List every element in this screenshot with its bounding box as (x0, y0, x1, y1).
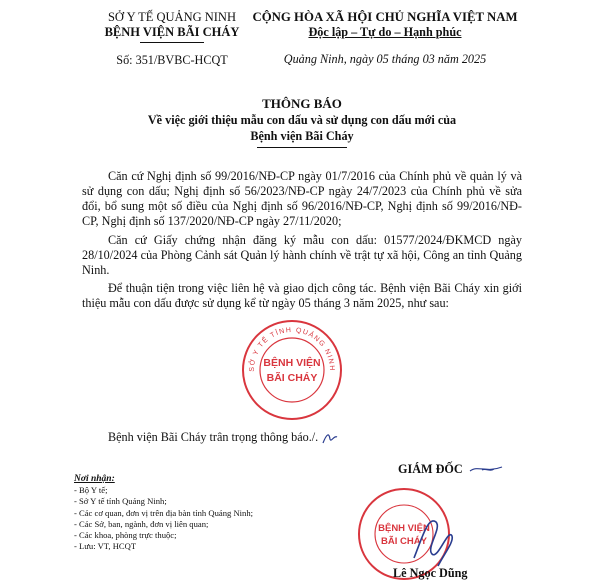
document-number: Số: 351/BVBC-HCQT (116, 53, 228, 67)
ministry-name: SỞ Y TẾ QUẢNG NINH (107, 10, 236, 24)
paragraph-introduction: Để thuận tiện trong việc liên hệ và giao dịch công tác. Bệnh viện Bãi Cháy xin giới thiệu mẫu con dấu được sử dụng kể từ ngày 05 tháng 3 năm 2025, như sau: (82, 281, 522, 310)
director-seal-line-2: BÃI CHÁY (381, 536, 427, 547)
header-left (72, 10, 272, 68)
recipient-item: - Các khoa, phòng trực thuộc; (74, 530, 177, 541)
header-right (244, 10, 526, 67)
country-name: CỘNG HÒA XÃ HỘI CHỦ NGHĨA VIỆT NAM (252, 10, 518, 24)
title-block (62, 96, 542, 148)
place-date: Quảng Ninh, ngày 05 tháng 03 năm 2025 (283, 52, 487, 66)
seal-line-1: BỆNH VIỆN (263, 357, 321, 369)
recipients-block (74, 474, 324, 552)
paragraph-legal-basis-1: Căn cứ Nghị định số 99/2016/NĐ-CP ngày 01/7/2016 của Chính phủ về quản lý và sử dụng con dấu; Nghị định số 56/2023/NĐ-CP ngày 24/7/2023 của Chính phủ về sửa đổi, bổ sung một số điều của Nghị định số 96/2016/NĐ-CP, Nghị định số 99/2016/NĐ-CP, Nghị định số 137/2020/NĐ-CP ngày 27/11/2020; (82, 169, 522, 228)
closing-text: Bệnh viện Bãi Cháy trân trọng thông báo./. (108, 430, 319, 444)
document-title: THÔNG BÁO (262, 96, 342, 111)
document-subject-line-2: Bệnh viện Bãi Cháy (250, 129, 354, 143)
director-seal-line-1: BỆNH VIỆN (378, 523, 430, 534)
header-left-rule (140, 42, 204, 43)
recipient-item: - Các Sở, ban, ngành, đơn vị liên quan; (74, 518, 209, 529)
hospital-name: BỆNH VIỆN BÃI CHÁY (104, 25, 240, 39)
recipient-item: - Bộ Y tế; (74, 485, 108, 496)
title-rule (257, 147, 347, 148)
position-initial-signature (468, 461, 504, 475)
document-subject-line-1: Về việc giới thiệu mẫu con dấu và sử dụng con dấu mới của (147, 113, 457, 127)
national-motto: Độc lập – Tự do – Hạnh phúc (308, 25, 462, 39)
signature-position: GIÁM ĐỐC (398, 462, 463, 476)
seal-line-2: BÃI CHÁY (266, 372, 318, 384)
recipient-item: - Sở Y tế tỉnh Quảng Ninh; (74, 496, 167, 507)
recipient-item: - Lưu: VT, HCQT (74, 541, 137, 552)
signer-name: Lê Ngọc Dũng (393, 566, 468, 580)
seal-ring-text: SỞ Y TẾ TỈNH QUẢNG NINH (248, 326, 336, 372)
recipient-item: - Các cơ quan, đơn vị trên địa bàn tỉnh Quảng Ninh; (74, 507, 254, 518)
closing-line (108, 430, 339, 445)
paragraph-legal-basis-2: Căn cứ Giấy chứng nhận đăng ký mẫu con dấu: 01577/2024/ĐKMCD ngày 28/10/2024 của Phòng Cảnh sát Quản lý hành chính về trật tự xã hội, Công an tỉnh Quảng Ninh. (82, 233, 522, 277)
director-signature (408, 508, 458, 570)
initial-signature (321, 431, 339, 445)
hospital-seal (240, 318, 344, 422)
recipients-label: Nơi nhận: (74, 474, 115, 484)
